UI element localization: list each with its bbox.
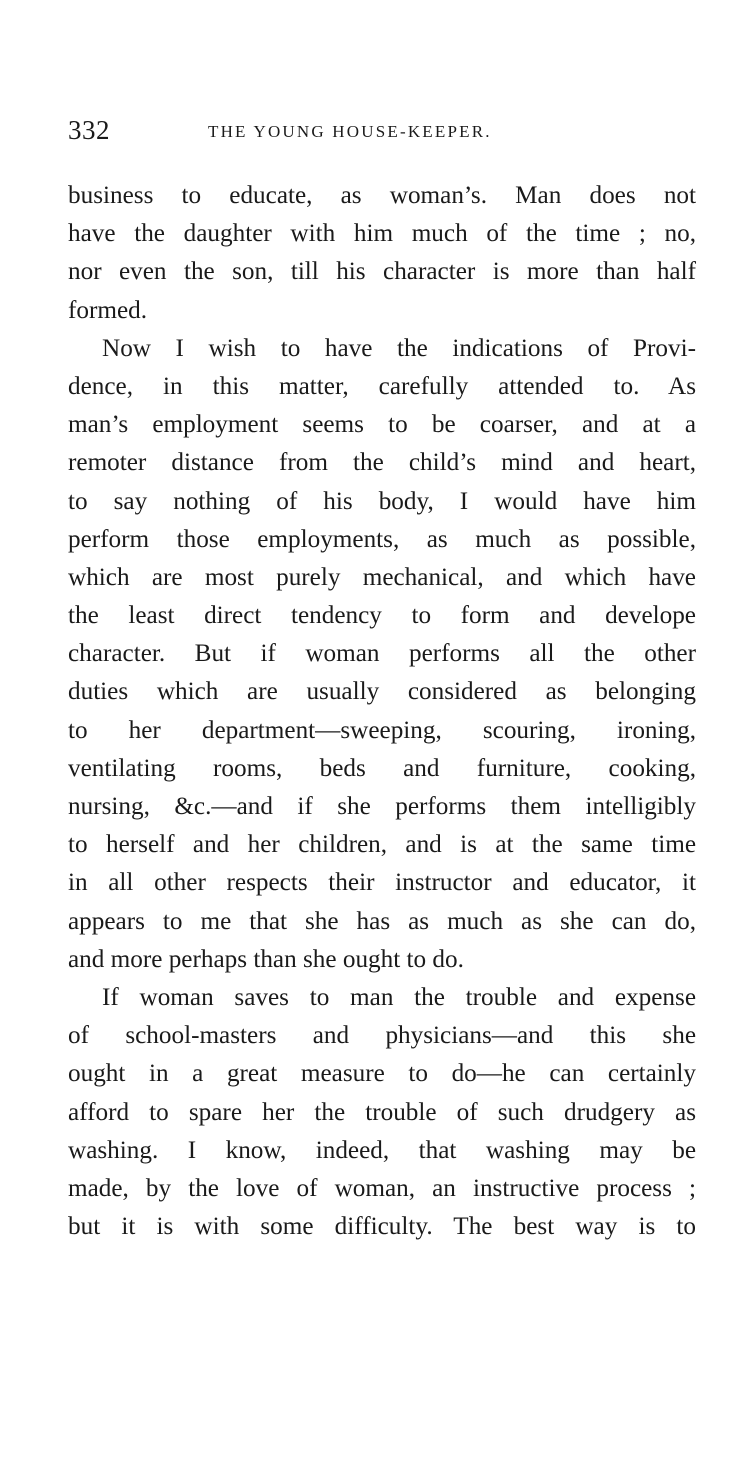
text-line: but it is with some difficulty. The best way is to <box>68 1213 696 1241</box>
text-line: man’s employment seems to be coarser, and at a <box>68 411 696 439</box>
text-line: in all other respects their instructor and educator, it <box>68 869 696 897</box>
text-line: ventilating rooms, beds and furniture, cooking, <box>68 754 696 782</box>
text-line: appears to me that she has as much as she can do, <box>68 907 696 935</box>
text-line: nor even the son, till his character is more than half <box>68 258 696 286</box>
running-head <box>68 115 698 155</box>
body-text <box>68 177 696 1246</box>
text-line: If woman saves to man the trouble and expense <box>102 983 696 1011</box>
text-line: to say nothing of his body, I would have him <box>68 487 696 515</box>
text-line: nursing, &c.—and if she performs them intelligibly <box>68 793 696 820</box>
text-line: Now I wish to have the indications of Provi- <box>102 334 696 362</box>
text-line: character. But if woman performs all the other <box>68 640 696 668</box>
text-line: washing. I know, indeed, that washing may be <box>68 1136 696 1164</box>
text-line: made, by the love of woman, an instructive process ; <box>68 1174 696 1202</box>
text-line: of school-masters and physicians—and this she <box>68 1022 696 1050</box>
text-line: duties which are usually considered as belonging <box>68 678 696 706</box>
running-title: THE YOUNG HOUSE-KEEPER. <box>208 122 492 141</box>
text-line: have the daughter with him much of the time ; no, <box>68 220 696 248</box>
text-line: to her department—sweeping, scouring, ironing, <box>68 716 696 744</box>
text-line: afford to spare her the trouble of such drudgery as <box>68 1098 696 1126</box>
text-line: the least direct tendency to form and develope <box>68 602 696 630</box>
text-line: formed. <box>68 296 148 324</box>
text-line: ought in a great measure to do—he can certainly <box>68 1060 696 1088</box>
text-line: to herself and her children, and is at the same time <box>68 831 696 859</box>
text-line: perform those employments, as much as possible, <box>68 525 696 553</box>
text-line: remoter distance from the child’s mind and heart, <box>68 449 696 477</box>
text-line: and more perhaps than she ought to do. <box>68 945 464 973</box>
page-number: 332 <box>68 115 110 145</box>
text-line: which are most purely mechanical, and which have <box>68 563 696 591</box>
text-line: dence, in this matter, carefully attended to. As <box>68 372 696 400</box>
text-line: business to educate, as woman’s. Man does not <box>68 182 696 209</box>
